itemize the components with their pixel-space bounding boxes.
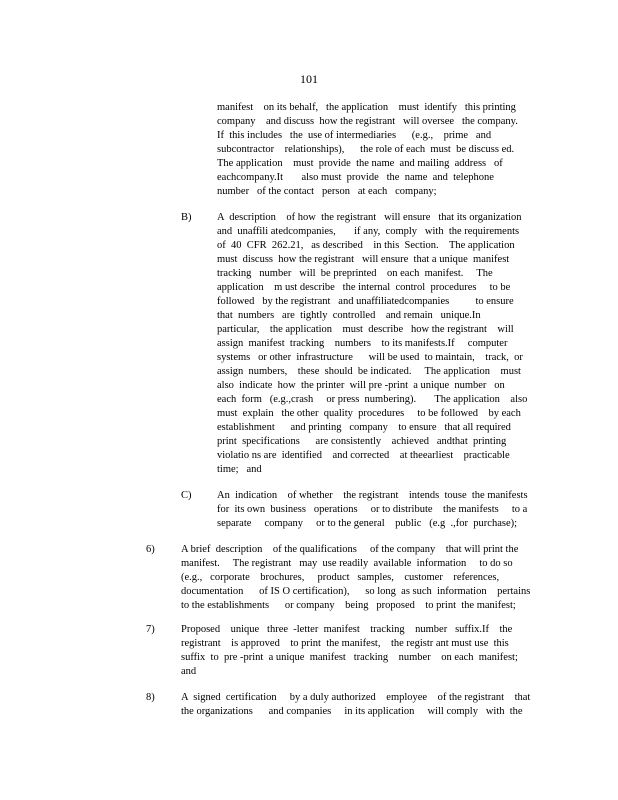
text-line: separate company or to the general public (e.g .,for purchase); — [217, 518, 518, 529]
list-marker: B) — [181, 212, 192, 223]
text-line: (e.g., corporate brochures, product samples, customer references, — [181, 572, 500, 583]
text-line: manifest. The registrant may use readily available information to do so — [181, 558, 513, 569]
page-number: 101 — [300, 72, 318, 86]
text-line: must explain the other quality procedures to be followed by each — [217, 408, 521, 419]
list-marker: 7) — [146, 624, 155, 635]
text-line: tracking number will be preprinted on each manifest. The — [217, 268, 493, 279]
text-line: and — [181, 666, 197, 677]
text-line: application m ust describe the internal control procedures to be — [217, 282, 511, 293]
text-line: must discuss how the registrant will ensure that a unique manifest — [217, 254, 510, 265]
text-line: to the establishments or company being proposed to print the manifest; — [181, 600, 516, 611]
text-line: A description of how the registrant will ensure that its organization — [217, 212, 522, 223]
text-line: suffix to pre -print a unique manifest tracking number on each manifest; — [181, 652, 518, 663]
text-line: number of the contact person at each company; — [217, 186, 437, 197]
text-line: registrant is approved to print the manifest, the registr ant must use this — [181, 638, 509, 649]
text-line: for its own business operations or to distribute the manifests to a — [217, 504, 528, 515]
text-line: subcontractor relationships), the role of each must be discuss ed. — [217, 144, 515, 155]
list-marker: 6) — [146, 544, 155, 555]
text-line: that numbers are tightly controlled and remain unique.In — [217, 310, 481, 321]
text-line: and unaffili atedcompanies, if any, comply with the requirements — [217, 226, 520, 237]
text-line: company and discuss how the registrant will oversee the company. — [217, 116, 518, 127]
text-line: of 40 CFR 262.21, as described in this Section. The application — [217, 240, 515, 251]
text-line: print specifications are consistently achieved andthat printing — [217, 436, 507, 447]
text-line: each form (e.g.,crash or press numbering). The application also — [217, 394, 528, 405]
text-line: A signed certification by a duly authorized employee of the registrant that — [181, 692, 531, 703]
text-line: Proposed unique three -letter manifest tracking number suffix.If the — [181, 624, 513, 635]
text-line: manifest on its behalf, the application must identify this printing — [217, 102, 516, 113]
text-line: time; and — [217, 464, 262, 475]
text-line: particular, the application must describe how the registrant will — [217, 324, 514, 335]
text-line: assign numbers, these should be indicated. The application must — [217, 366, 521, 377]
text-line: The application must provide the name and mailing address of — [217, 158, 503, 169]
list-marker: 8) — [146, 692, 155, 703]
list-marker: C) — [181, 490, 192, 501]
text-line: also indicate how the printer will pre -print a unique number on — [217, 380, 505, 391]
text-line: documentation of IS O certification), so long as such information pertains — [181, 586, 531, 597]
text-line: eachcompany.It also must provide the name and telephone — [217, 172, 494, 183]
text-line: assign manifest tracking numbers to its manifests.If computer — [217, 338, 508, 349]
text-line: An indication of whether the registrant intends touse the manifests — [217, 490, 528, 501]
text-line: A brief description of the qualifications of the company that will print the — [181, 544, 519, 555]
text-line: If this includes the use of intermediaries (e.g., prime and — [217, 130, 492, 141]
text-line: violatio ns are identified and corrected at theearliest practicable — [217, 450, 510, 461]
text-line: followed by the registrant and unaffiliatedcompanies to ensure — [217, 296, 514, 307]
text-line: establishment and printing company to ensure that all required — [217, 422, 511, 433]
text-line: systems or other infrastructure will be used to maintain, track, or — [217, 352, 523, 363]
text-line: the organizations and companies in its application will comply with the — [181, 706, 523, 717]
